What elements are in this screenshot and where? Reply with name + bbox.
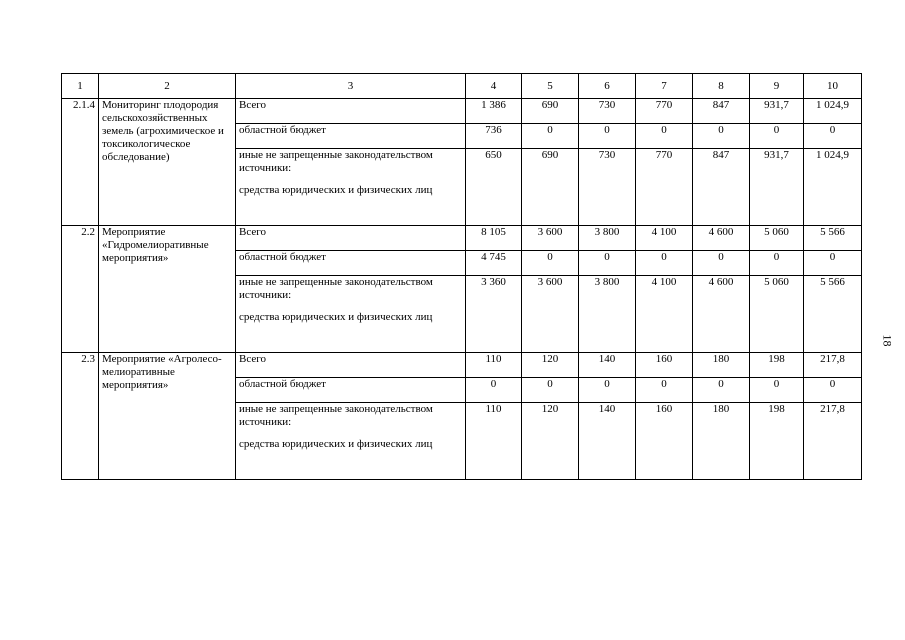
value-cell: 0: [750, 251, 804, 276]
other-sources-label: иные не запрещенные законодательством источники:: [239, 149, 433, 174]
row-label-regional: областной бюджет: [236, 124, 466, 149]
value-cell: 0: [579, 251, 636, 276]
value-cell: 0: [579, 124, 636, 149]
value-cell: 5 060: [750, 276, 804, 353]
value-cell: 0: [522, 251, 579, 276]
row-label-other: [236, 276, 466, 353]
value-cell: 120: [522, 353, 579, 378]
item-description: Мероприятие «Агролесо-мелиоративные мероприятия»: [99, 353, 236, 480]
header-cell: 7: [636, 74, 693, 99]
legal-entities-label: средства юридических и физических лиц: [239, 438, 433, 450]
value-cell: 4 100: [636, 276, 693, 353]
value-cell: 0: [804, 124, 862, 149]
value-cell: 847: [693, 99, 750, 124]
value-cell: 140: [579, 353, 636, 378]
legal-entities-label: средства юридических и физических лиц: [239, 311, 433, 323]
header-row: [62, 74, 862, 99]
value-cell: 5 566: [804, 276, 862, 353]
value-cell: 4 100: [636, 226, 693, 251]
header-cell: 9: [750, 74, 804, 99]
value-cell: 3 600: [522, 276, 579, 353]
label-spacer: [239, 302, 462, 311]
item-number: 2.2: [62, 226, 99, 353]
value-cell: 198: [750, 403, 804, 480]
value-cell: 217,8: [804, 403, 862, 480]
value-cell: 1 386: [466, 99, 522, 124]
legal-entities-label: средства юридических и физических лиц: [239, 184, 433, 196]
value-cell: 847: [693, 149, 750, 226]
item-number: 2.3: [62, 353, 99, 480]
value-cell: 931,7: [750, 149, 804, 226]
header-cell: 6: [579, 74, 636, 99]
value-cell: 3 360: [466, 276, 522, 353]
value-cell: 0: [750, 378, 804, 403]
label-spacer: [239, 429, 462, 438]
value-cell: 770: [636, 99, 693, 124]
value-cell: 931,7: [750, 99, 804, 124]
value-cell: 650: [466, 149, 522, 226]
label-spacer: [239, 175, 462, 184]
other-sources-label: иные не запрещенные законодательством источники:: [239, 276, 433, 301]
value-cell: 0: [693, 124, 750, 149]
row-label-other: [236, 149, 466, 226]
table-row-total: [62, 226, 862, 251]
item-number: 2.1.4: [62, 99, 99, 226]
value-cell: 110: [466, 403, 522, 480]
value-cell: 4 745: [466, 251, 522, 276]
page-number: 18: [880, 334, 895, 347]
row-label-total: Всего: [236, 353, 466, 378]
value-cell: 770: [636, 149, 693, 226]
value-cell: 0: [636, 124, 693, 149]
value-cell: 110: [466, 353, 522, 378]
header-cell: 8: [693, 74, 750, 99]
value-cell: 736: [466, 124, 522, 149]
value-cell: 160: [636, 403, 693, 480]
header-cell: 1: [62, 74, 99, 99]
value-cell: 180: [693, 403, 750, 480]
item-description: Мониторинг плодородия сельскохозяйственных земель (агрохимическое и токсикологическое обследование): [99, 99, 236, 226]
value-cell: 3 800: [579, 226, 636, 251]
value-cell: 0: [466, 378, 522, 403]
header-cell: 4: [466, 74, 522, 99]
value-cell: 690: [522, 99, 579, 124]
table-row-total: [62, 99, 862, 124]
value-cell: 730: [579, 99, 636, 124]
value-cell: 8 105: [466, 226, 522, 251]
value-cell: 0: [804, 378, 862, 403]
value-cell: 160: [636, 353, 693, 378]
value-cell: 0: [750, 124, 804, 149]
value-cell: 4 600: [693, 226, 750, 251]
row-label-other: [236, 403, 466, 480]
item-description: Мероприятие «Гидромелиоративные мероприятия»: [99, 226, 236, 353]
table-row-total: [62, 353, 862, 378]
header-cell: 10: [804, 74, 862, 99]
value-cell: 3 600: [522, 226, 579, 251]
value-cell: 4 600: [693, 276, 750, 353]
value-cell: 0: [636, 378, 693, 403]
value-cell: 0: [579, 378, 636, 403]
other-sources-label: иные не запрещенные законодательством источники:: [239, 403, 433, 428]
row-label-total: Всего: [236, 226, 466, 251]
value-cell: 0: [636, 251, 693, 276]
value-cell: 1 024,9: [804, 149, 862, 226]
row-label-regional: областной бюджет: [236, 251, 466, 276]
value-cell: 217,8: [804, 353, 862, 378]
value-cell: 180: [693, 353, 750, 378]
header-cell: 2: [99, 74, 236, 99]
header-cell: 5: [522, 74, 579, 99]
value-cell: 3 800: [579, 276, 636, 353]
value-cell: 5 060: [750, 226, 804, 251]
value-cell: 690: [522, 149, 579, 226]
value-cell: 0: [522, 124, 579, 149]
value-cell: 5 566: [804, 226, 862, 251]
value-cell: 198: [750, 353, 804, 378]
budget-table: [61, 73, 862, 480]
value-cell: 1 024,9: [804, 99, 862, 124]
row-label-total: Всего: [236, 99, 466, 124]
value-cell: 0: [693, 378, 750, 403]
header-cell: 3: [236, 74, 466, 99]
value-cell: 730: [579, 149, 636, 226]
value-cell: 140: [579, 403, 636, 480]
value-cell: 0: [522, 378, 579, 403]
value-cell: 0: [693, 251, 750, 276]
value-cell: 120: [522, 403, 579, 480]
value-cell: 0: [804, 251, 862, 276]
row-label-regional: областной бюджет: [236, 378, 466, 403]
